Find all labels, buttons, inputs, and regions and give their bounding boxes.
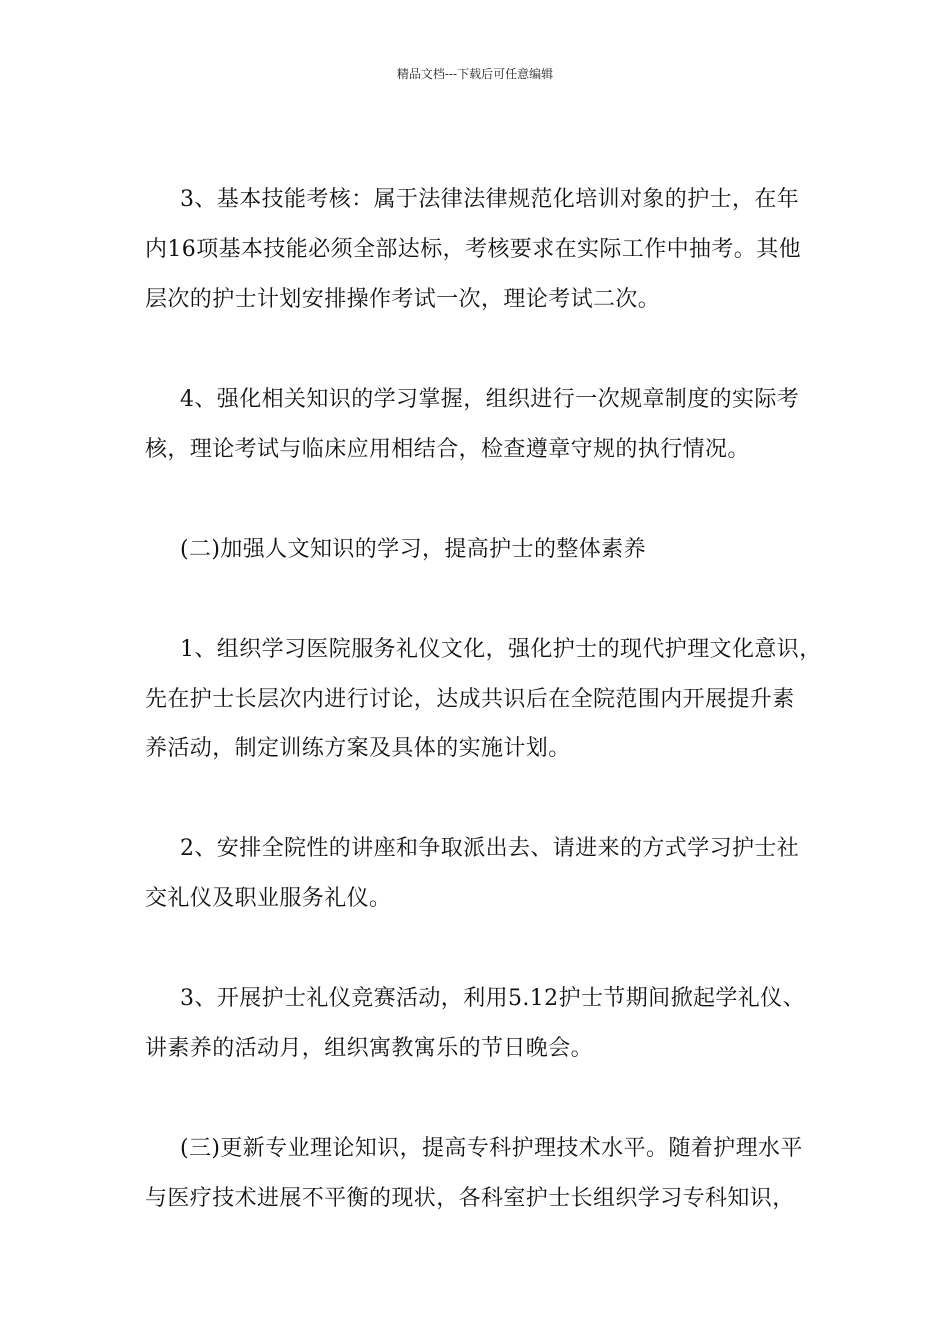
paragraph-line: 先在护士长层次内进行讨论，达成共识后在全院范围内开展提升素 <box>145 687 795 712</box>
paragraph-line: (二)加强人文知识的学习，提高护士的整体素养 <box>180 537 646 562</box>
paragraph-line: 2、安排全院性的讲座和争取派出去、请进来的方式学习护士社 <box>180 836 800 861</box>
paragraph-line: 核，理论考试与临床应用相结合，检查遵章守规的执行情况。 <box>145 437 750 462</box>
paragraph-line: 讲素养的活动月，组织寓教寓乐的节日晚会。 <box>145 1036 594 1061</box>
paragraph-line: 层次的护士计划安排操作考试一次，理论考试二次。 <box>145 287 661 312</box>
page-header: 精品文档---下载后可任意编辑 <box>396 67 554 81</box>
paragraph-line: 3、开展护士礼仪竞赛活动，利用5.12护士节期间掀起学礼仪、 <box>180 986 805 1011</box>
paragraph-line: 与医疗技术进展不平衡的现状，各科室护士长组织学习专科知识， <box>145 1186 795 1211</box>
paragraph-line: 4、强化相关知识的学习掌握，组织进行一次规章制度的实际考 <box>180 387 800 412</box>
paragraph-line: 1、组织学习医院服务礼仪文化，强化护士的现代护理文化意识， <box>180 637 822 662</box>
paragraph-line: 3、基本技能考核：属于法律法律规范化培训对象的护士，在年 <box>180 187 800 212</box>
paragraph-line: 养活动，制定训练方案及具体的实施计划。 <box>145 736 571 761</box>
paragraph-line: 内16项基本技能必须全部达标，考核要求在实际工作中抽考。其他 <box>145 237 801 262</box>
paragraph-line: 交礼仪及职业服务礼仪。 <box>145 886 392 911</box>
paragraph-line: (三)更新专业理论知识，提高专科护理技术水平。随着护理水平 <box>180 1136 803 1161</box>
